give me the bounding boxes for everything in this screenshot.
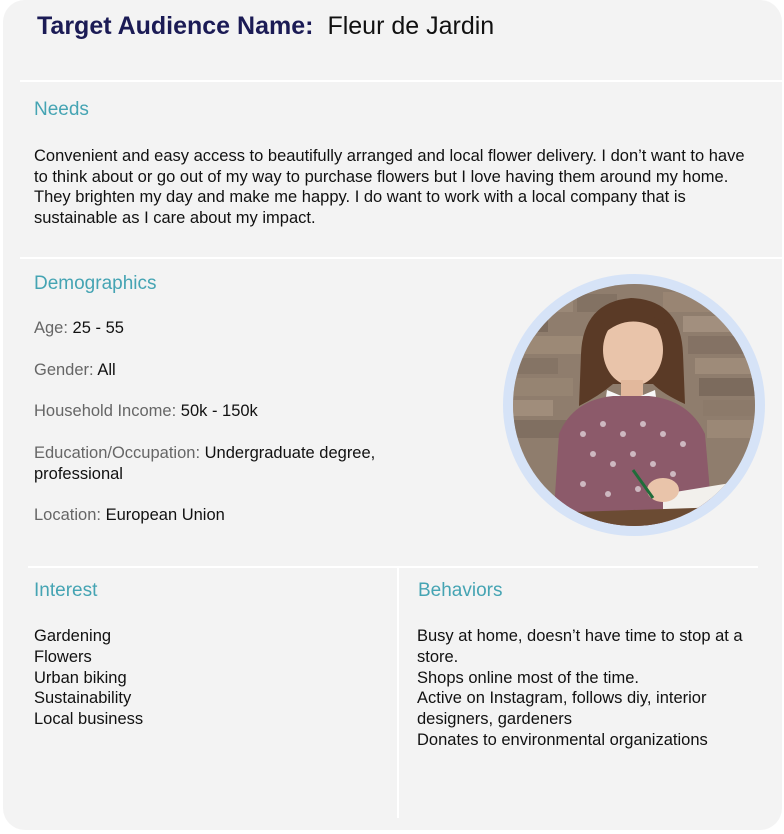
- behaviors-heading: Behaviors: [418, 580, 503, 601]
- persona-photo: [513, 284, 755, 526]
- list-item: Active on Instagram, follows diy, interior designers, gardeners: [417, 689, 707, 729]
- field-value: 25 - 55: [72, 319, 124, 337]
- field-label: Education/Occupation:: [34, 444, 201, 462]
- demographics-heading: Demographics: [34, 273, 157, 294]
- demographic-gender: [34, 360, 454, 381]
- behaviors-list: [417, 626, 762, 751]
- list-item: Shops online most of the time.: [417, 668, 639, 687]
- interest-heading: Interest: [34, 580, 98, 601]
- divider: [28, 566, 758, 568]
- list-item: Flowers: [34, 647, 92, 666]
- list-item: Sustainability: [34, 689, 132, 708]
- divider: [20, 80, 782, 82]
- interest-list: [34, 626, 374, 730]
- divider: [20, 257, 782, 259]
- page-title: [37, 12, 494, 41]
- field-label: Age:: [34, 319, 68, 337]
- list-item: Urban biking: [34, 668, 127, 687]
- audience-name: Fleur de Jardin: [327, 12, 495, 40]
- column-divider: [397, 568, 399, 818]
- title-label: Target Audience Name:: [37, 12, 314, 40]
- demographic-location: [34, 505, 454, 526]
- persona-card: [3, 0, 782, 830]
- demographic-age: [34, 318, 454, 339]
- field-label: Household Income:: [34, 402, 177, 420]
- needs-text: Convenient and easy access to beautifully arranged and local flower delivery. I don’t want to have to think about or go out of my way to purchase flowers but I love having them around my home. They brighten my day and make me happy. I do want to work with a local company that is sustainable as I care about my impact.: [34, 147, 745, 227]
- list-item: Donates to environmental organizations: [417, 730, 708, 749]
- woman-portrait-illustration: [513, 284, 755, 526]
- field-value: 50k - 150k: [180, 402, 258, 420]
- persona-photo-frame: [503, 274, 765, 536]
- field-value: European Union: [105, 506, 225, 524]
- field-label: Gender:: [34, 361, 94, 379]
- list-item: Gardening: [34, 627, 112, 645]
- list-item: Busy at home, doesn’t have time to stop at a store.: [417, 627, 743, 666]
- list-item: Local business: [34, 710, 144, 729]
- demographic-education: [34, 443, 434, 484]
- field-value: Undergraduate degree, professional: [34, 444, 376, 483]
- field-label: Location:: [34, 506, 101, 524]
- demographic-income: [34, 401, 454, 422]
- needs-heading: Needs: [34, 99, 89, 120]
- field-value: All: [97, 361, 116, 379]
